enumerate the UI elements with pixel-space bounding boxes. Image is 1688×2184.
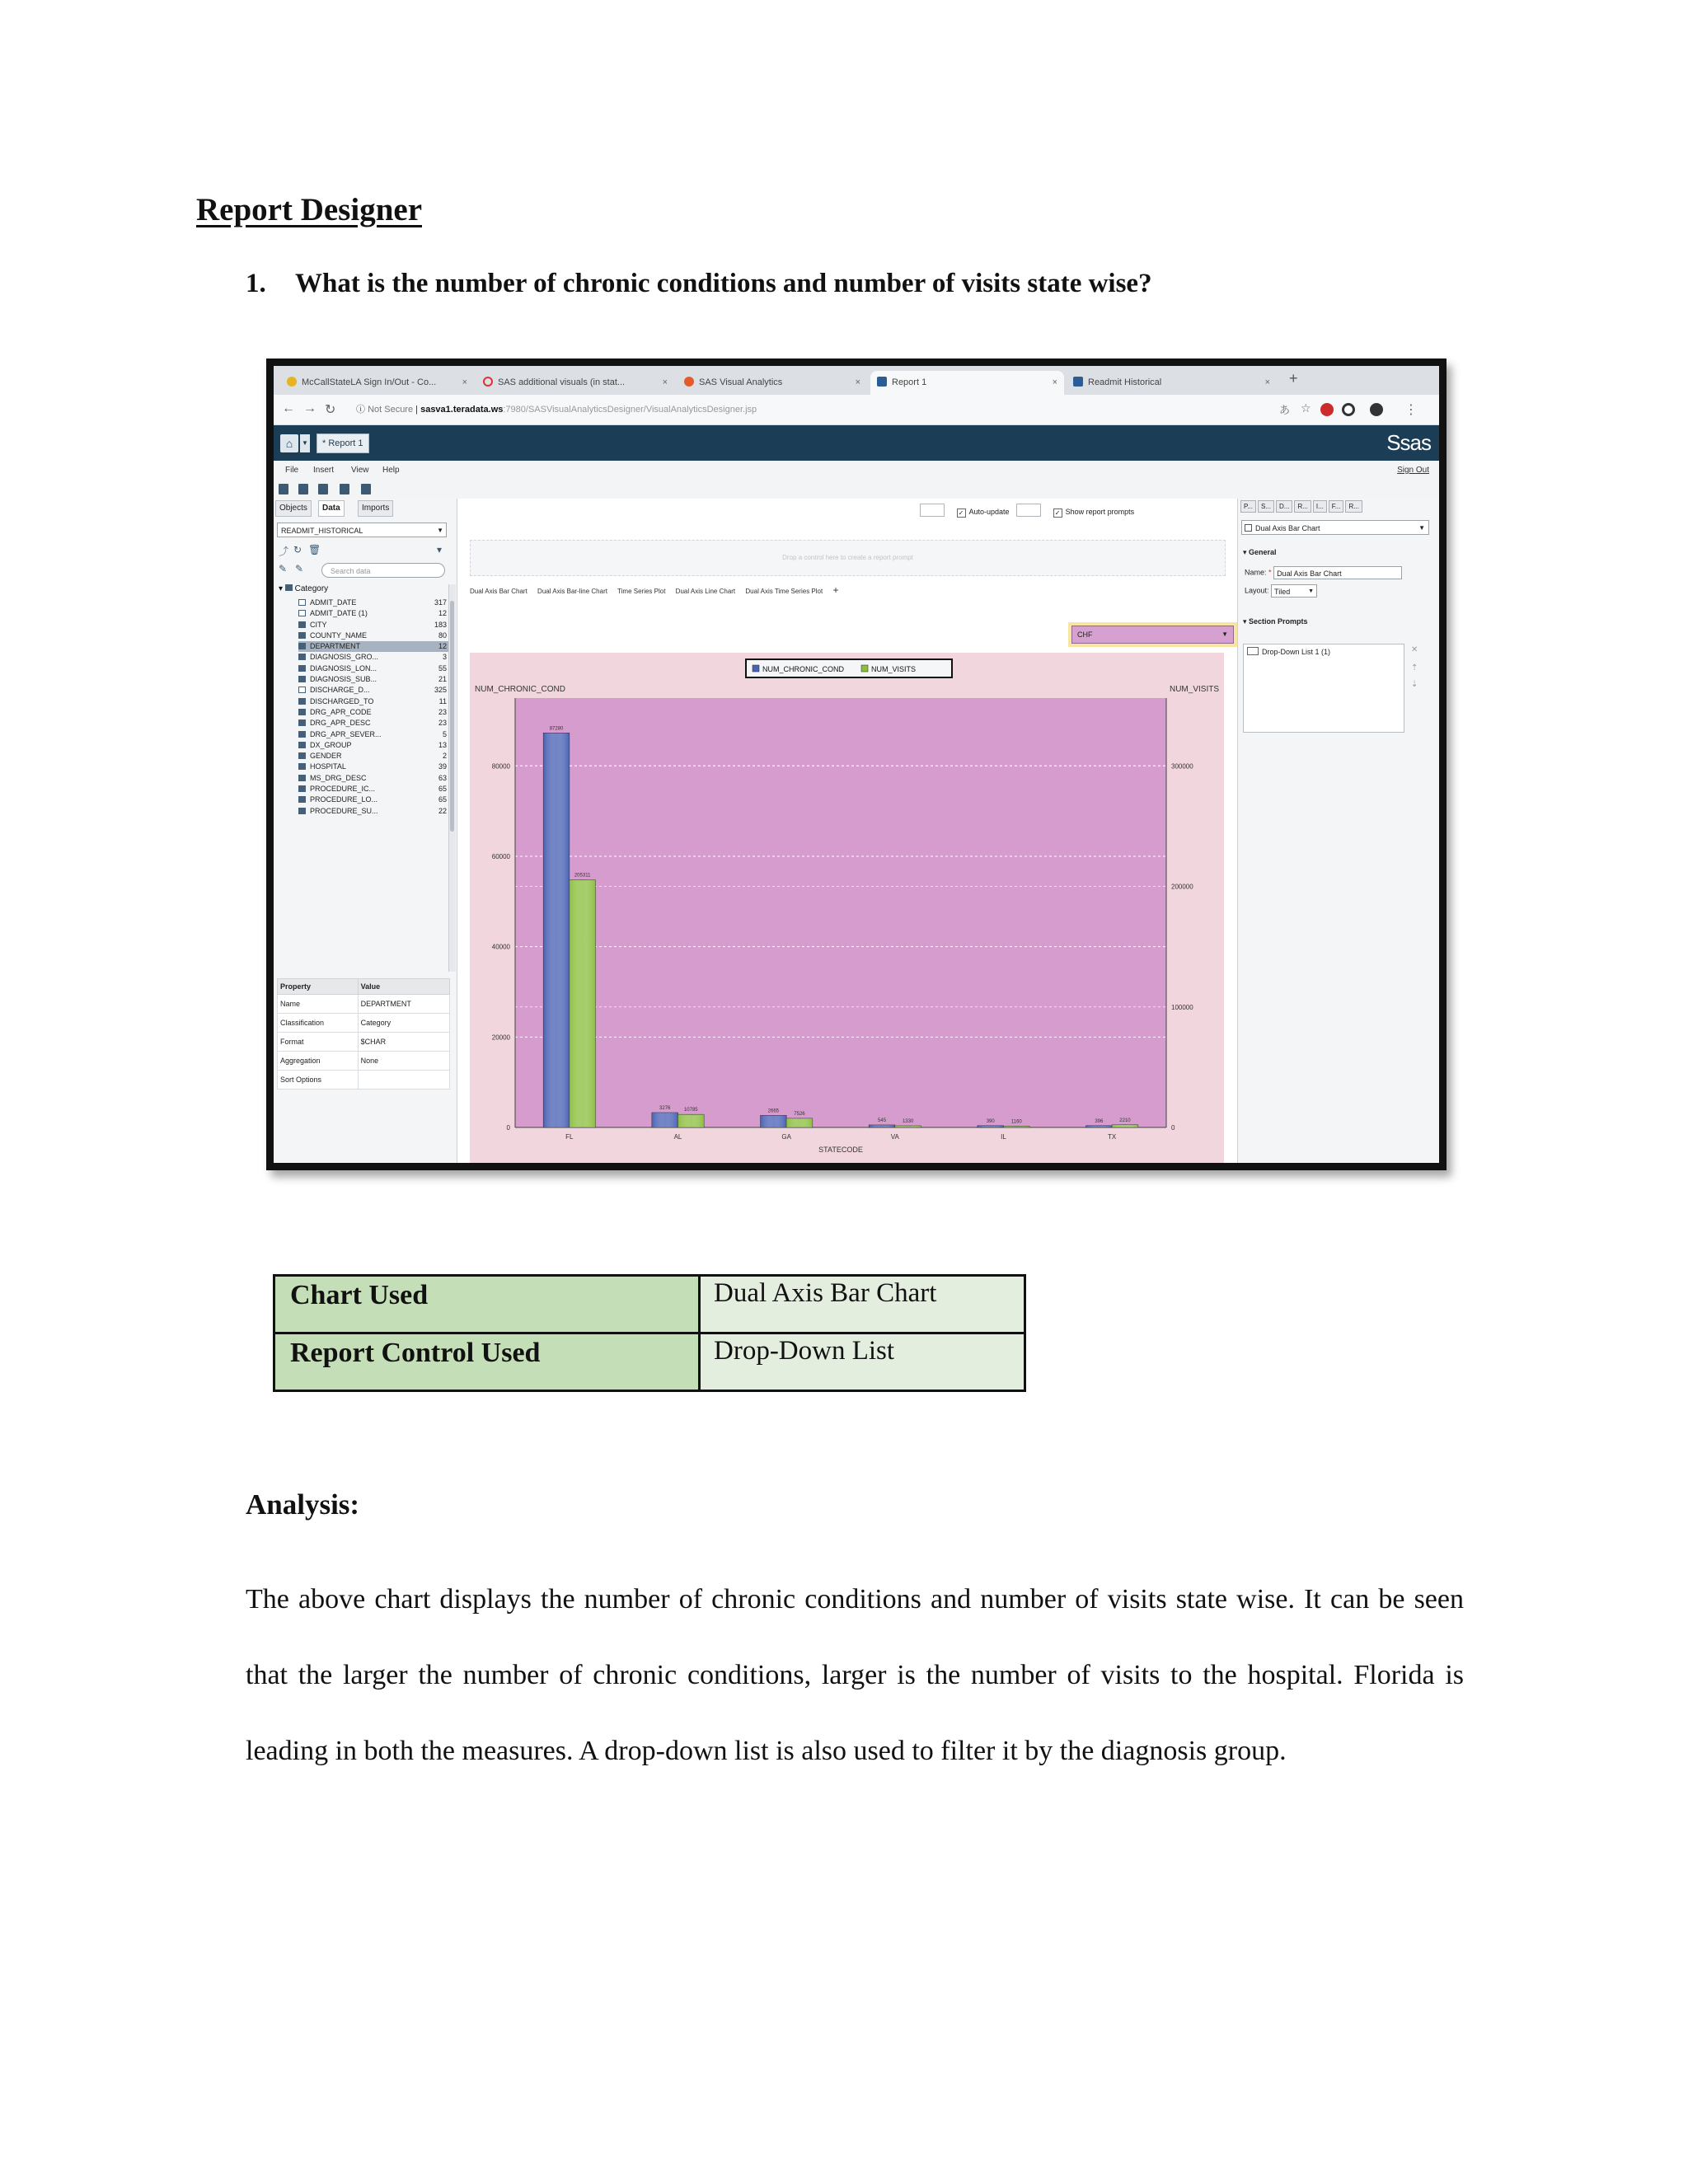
layout-select[interactable]: Tiled ▼ [1271,584,1317,598]
menu-bar [274,461,1439,481]
right-tab[interactable]: F... [1329,500,1344,513]
data-item[interactable] [298,696,448,707]
add-data-icon[interactable]: ⤴ [279,546,289,557]
plot-area [515,698,1166,1127]
property-row: Format $CHAR [278,1033,450,1052]
stop-extension-icon[interactable] [1320,403,1334,416]
info-label: Chart Used [274,1276,700,1333]
refresh-icon[interactable]: ↻ [293,544,302,555]
calendar-icon [298,610,306,616]
move-up-icon[interactable]: ⇡ [1411,663,1418,673]
x-tick-label: GA [781,1133,791,1141]
browser-tab[interactable]: McCallStateLA Sign In/Out - Co... × [280,371,474,395]
data-item-name: ADMIT_DATE (1) [310,609,368,618]
forward-icon[interactable]: → [303,401,316,415]
user-icon[interactable] [340,484,349,494]
show-prompts-checkbox[interactable]: ✓ [1053,509,1062,518]
category-icon [298,632,306,639]
dropdown-list-icon [1247,647,1259,655]
y-axis-title: NUM_CHRONIC_COND [475,685,566,694]
y-tick-label: 0 [506,1124,510,1132]
object-tab[interactable]: Dual Axis Bar-line Chart [537,588,607,595]
data-item-name: COUNTY_NAME [310,630,368,640]
menu-view[interactable]: View [351,466,369,475]
data-item-count: 65 [438,795,447,804]
data-item-count: 183 [434,620,447,629]
right-tab[interactable]: R... [1294,500,1311,513]
data-item[interactable] [298,608,448,619]
layout-field: Layout: Tiled ▼ [1245,584,1317,598]
browser-tab[interactable]: Readmit Historical × [1067,371,1277,395]
data-item[interactable] [298,685,448,696]
right-tab[interactable]: P... [1240,500,1256,513]
data-item-name: DIAGNOSIS_LON... [310,663,377,673]
page-heading: Report Designer [196,192,423,227]
diagnosis-dropdown[interactable]: CHF ▼ [1068,622,1237,647]
y-tick-label: 80000 [491,762,510,771]
data-item[interactable] [298,630,448,641]
data-item-name: MS_DRG_DESC [310,773,367,782]
menu-help[interactable]: Help [382,466,400,475]
tab-imports[interactable]: Imports [358,500,393,517]
data-label: 545 [878,1118,887,1124]
category-icon [285,584,293,591]
info-value: Drop-Down List [700,1333,1025,1391]
y-tick-label: 20000 [491,1033,510,1042]
analysis-text: The above chart displays the number of chronic conditions and number of visits state wise. It can be seen that the larger the number of chronic conditions, larger is the number of visits to the hospital. Florida is leading in both the measures. A drop-down list is also used to filter it by the diagnosis group. [246,1584,1464,1766]
right-tab[interactable]: R... [1345,500,1362,513]
x-tick-label: FL [565,1133,574,1141]
data-item-count: 12 [438,609,447,618]
y-tick-label: 40000 [491,943,510,951]
bar-highlight [570,880,596,1127]
data-item[interactable] [298,620,448,630]
object-tab[interactable]: Dual Axis Line Chart [675,588,736,595]
delete-icon[interactable]: 🗑 [308,544,321,555]
data-label: 10785 [683,1108,698,1113]
extension-icon[interactable] [1342,403,1355,416]
data-item-count: 11 [438,696,447,705]
category-icon [298,752,306,759]
bar-highlight [1086,1126,1113,1127]
auto-update-checkbox[interactable]: ✓ [957,509,966,518]
object-select[interactable]: Dual Axis Bar Chart ▼ [1241,520,1429,535]
profile-icon[interactable] [1370,403,1383,416]
bar-highlight [786,1118,813,1127]
edit-icon[interactable]: ✎ [295,563,304,574]
data-item[interactable] [298,751,448,762]
category-icon [298,665,306,672]
y-tick-label: 60000 [491,852,510,860]
data-item-count: 5 [442,729,447,738]
chevron-down-icon: ▼ [1308,588,1315,594]
data-item[interactable] [298,707,448,718]
property-grid [277,978,450,1090]
refresh-button[interactable] [1016,504,1041,517]
bar-highlight [978,1126,1004,1127]
close-tab-icon[interactable]: × [662,377,668,387]
object-icon [1245,524,1252,532]
category-icon [298,763,306,770]
right-tab[interactable]: I... [1313,500,1327,513]
data-item-name: DRG_APR_CODE [310,707,372,716]
data-item-count: 22 [438,806,447,815]
save-icon[interactable] [318,484,328,494]
y2-tick-label: 300000 [1171,762,1193,771]
category-icon [298,643,306,649]
data-item-count: 13 [438,740,447,749]
star-icon[interactable]: ☆ [1301,401,1311,415]
home-dropdown-icon[interactable]: ▼ [300,434,310,452]
name-input[interactable]: Dual Axis Bar Chart [1273,566,1402,579]
data-label: 2665 [767,1108,780,1114]
data-item-count: 23 [438,707,447,716]
x-axis-title: STATECODE [818,1146,863,1154]
property-row: Name DEPARTMENT [278,995,450,1014]
dual-axis-bar-chart [470,653,1224,1170]
data-item-count: 39 [438,762,447,771]
info-row [274,1333,1025,1391]
chevron-down-icon: ▼ [1221,630,1228,638]
data-item[interactable] [298,718,448,729]
data-item[interactable] [298,773,448,784]
properties-panel [1237,499,1441,1170]
category-icon [298,785,306,792]
menu-file[interactable]: File [285,466,299,475]
data-item-name: DRG_APR_SEVER... [310,729,382,738]
toolbar [274,480,1439,499]
prompt-item[interactable]: Drop-Down List 1 (1) [1262,648,1331,656]
filter-menu-icon[interactable]: ▾ [437,544,443,555]
y2-tick-label: 200000 [1171,883,1193,891]
data-item-count: 55 [438,663,447,673]
general-section[interactable]: ▾ General [1243,548,1277,556]
analysis-heading: Analysis: [246,1488,360,1521]
data-item-name: DISCHARGED_TO [310,696,374,705]
close-tab-icon[interactable]: × [1052,377,1057,387]
data-item-name: DIAGNOSIS_SUB... [310,675,377,684]
chart-svg [470,653,1224,1170]
legend-swatch-chronic [753,665,759,672]
data-item[interactable] [298,674,448,685]
data-item-name: GENDER [310,752,342,761]
chevron-down-icon: ▼ [1418,524,1425,532]
name-field: Name: * Dual Axis Bar Chart [1245,566,1402,579]
data-item-name: HOSPITAL [310,762,346,771]
data-label: 87280 [549,726,564,732]
data-label: 1160 [1010,1119,1022,1125]
data-item[interactable] [298,762,448,772]
scrollbar-thumb[interactable] [450,601,454,832]
report-canvas [458,499,1237,1170]
menu-insert[interactable]: Insert [313,466,335,475]
favicon-icon [684,377,694,387]
category-icon [298,731,306,738]
data-item[interactable] [298,729,448,740]
object-tab[interactable]: Time Series Plot [617,588,666,595]
chevron-down-icon: ▼ [437,527,443,534]
data-item[interactable] [298,641,448,652]
bar-highlight [761,1115,787,1127]
scrollbar[interactable] [448,584,456,972]
new-icon[interactable] [279,484,288,494]
data-item[interactable] [298,663,448,674]
close-tab-icon[interactable]: × [855,377,860,387]
info-icon: ⓘ [356,405,365,415]
sas-logo: Ssas [1386,430,1431,455]
data-panel [274,499,457,1170]
data-label: 205311 [574,873,591,879]
tab-data[interactable]: Data [318,500,345,517]
data-item-count: 317 [434,598,447,607]
property-row: Aggregation None [278,1052,450,1071]
data-item[interactable] [298,652,448,663]
x-tick-label: IL [1001,1133,1006,1141]
calendar-icon [298,599,306,606]
browser-tab[interactable]: SAS Visual Analytics × [678,371,867,395]
y2-tick-label: 100000 [1171,1003,1193,1011]
url-field[interactable]: ⓘ Not Secure | sasva1.teradata.ws:7980/SASVisualAnalyticsDesigner/VisualAnalyticsDesigner.jsp [356,405,757,415]
question [246,269,1152,299]
data-items-list [298,598,448,817]
data-label: 2210 [1119,1118,1131,1123]
value-header: Value [358,979,449,995]
data-item-name: DISCHARGE_D... [310,686,370,695]
favicon-icon [287,377,297,387]
property-row: Classification Category [278,1014,450,1033]
category-icon [298,808,306,814]
data-item[interactable] [298,806,448,817]
bar-highlight [1004,1126,1030,1127]
category-icon [298,654,306,660]
legend-item: NUM_VISITS [871,665,917,673]
bar-highlight [869,1125,895,1127]
category-icon [298,775,306,781]
right-tab[interactable]: S... [1258,500,1274,513]
data-label: 390 [986,1118,995,1124]
reload-icon[interactable]: ↻ [325,403,336,417]
section-prompts-section[interactable]: ▾ Section Prompts [1243,617,1308,626]
info-label: Report Control Used [274,1333,700,1391]
bar-highlight [543,733,570,1127]
data-item-count: 63 [438,773,447,782]
menu-dots-icon[interactable]: ⋮ [1404,403,1418,417]
data-item[interactable] [298,794,448,805]
favicon-icon [483,377,493,387]
object-tab[interactable]: Dual Axis Bar Chart [470,588,528,595]
data-item-name: PROCEDURE_SU... [310,806,378,815]
data-item-name: CITY [310,620,327,629]
bar-highlight [1112,1125,1138,1127]
translate-icon[interactable]: あ [1279,404,1291,416]
category-group[interactable]: ▾ Category [279,584,329,593]
sas-screenshot [266,359,1447,1170]
data-item-name: DIAGNOSIS_GRO... [310,653,379,662]
canvas-toolbar: ✓ Auto-update ✓ Show report prompts [920,504,1134,518]
browser-tab-bar [274,366,1439,395]
data-item-name: PROCEDURE_LO... [310,795,378,804]
data-item-count: 12 [438,642,447,651]
right-tab[interactable]: D... [1276,500,1292,513]
new-tab-icon[interactable]: + [1289,370,1298,387]
data-item-name: DRG_APR_DESC [310,719,371,728]
question-text: What is the number of chronic conditions and number of visits state wise? [295,269,1152,298]
x-tick-label: AL [673,1133,682,1141]
bar-highlight [895,1126,921,1127]
close-tab-icon[interactable]: × [462,377,467,387]
data-item[interactable] [298,784,448,794]
data-item-count: 325 [434,686,447,695]
object-tab[interactable]: Dual Axis Time Series Plot [745,588,823,595]
y2-tick-label: 0 [1171,1124,1175,1132]
info-value: Dual Axis Bar Chart [700,1276,1025,1333]
info-row [274,1276,1025,1333]
data-item-count: 3 [442,653,447,662]
browser-tab[interactable]: SAS additional visuals (in stat... × [476,371,674,395]
data-item-count: 80 [438,630,447,640]
category-icon [298,698,306,705]
home-icon[interactable]: ⌂ [280,434,298,452]
category-icon [298,719,306,726]
favicon-icon [877,377,887,387]
canvas-options-button[interactable] [920,504,945,517]
legend-swatch-visits [861,665,868,672]
section-prompts-list [1243,644,1404,733]
address-bar [274,395,1439,425]
data-label: 3276 [659,1106,671,1112]
sign-out-link[interactable]: Sign Out [1397,466,1429,475]
property-header: Property [278,979,359,995]
open-icon[interactable] [298,484,308,494]
prompt-drop-zone[interactable]: Drop a control here to create a report prompt [470,540,1226,576]
data-item-count: 2 [442,752,447,761]
add-tab-icon[interactable]: + [832,584,839,596]
x-tick-label: TX [1108,1133,1117,1141]
report-tab[interactable]: * Report 1 [316,434,369,453]
data-source-select[interactable]: READMIT_HISTORICAL ▼ [277,523,447,537]
data-item-count: 65 [438,785,447,794]
back-icon[interactable]: ← [282,401,295,415]
object-tabs [470,584,846,596]
calendar-icon [298,687,306,693]
close-tab-icon[interactable]: × [1264,377,1270,387]
bar-highlight [652,1113,678,1127]
edit-icon[interactable]: ✎ [279,563,288,574]
question-number: 1. [246,269,266,298]
tab-objects[interactable]: Objects [275,500,312,517]
category-icon [298,796,306,803]
data-item[interactable] [298,598,448,608]
category-icon [298,621,306,628]
move-down-icon[interactable]: ⇣ [1411,680,1418,689]
data-item-count: 23 [438,719,447,728]
data-item[interactable] [298,740,448,751]
data-item-name: DX_GROUP [310,740,352,749]
print-icon[interactable] [361,484,371,494]
data-item-name: ADMIT_DATE [310,598,357,607]
category-icon [298,709,306,715]
category-icon [298,676,306,682]
remove-icon[interactable]: ✕ [1411,645,1418,654]
data-label: 7526 [794,1111,805,1117]
y2-axis-title: NUM_VISITS [1169,685,1219,694]
property-row: Sort Options [278,1071,450,1090]
sas-header [274,425,1439,461]
info-table [273,1274,1026,1392]
favicon-icon [1073,377,1083,387]
search-input[interactable]: Search data [321,563,445,578]
bar-highlight [678,1114,705,1127]
data-item-name: DEPARTMENT [310,642,361,651]
browser-tab-active[interactable]: Report 1 × [870,371,1064,395]
data-item-name: PROCEDURE_IC... [310,785,376,794]
category-icon [298,742,306,748]
x-tick-label: VA [890,1133,899,1141]
right-panel-tabs [1240,500,1364,513]
legend-item: NUM_CHRONIC_COND [762,665,845,673]
data-label: 396 [1095,1118,1104,1124]
data-item-count: 21 [438,675,447,684]
data-label: 1330 [902,1119,914,1125]
